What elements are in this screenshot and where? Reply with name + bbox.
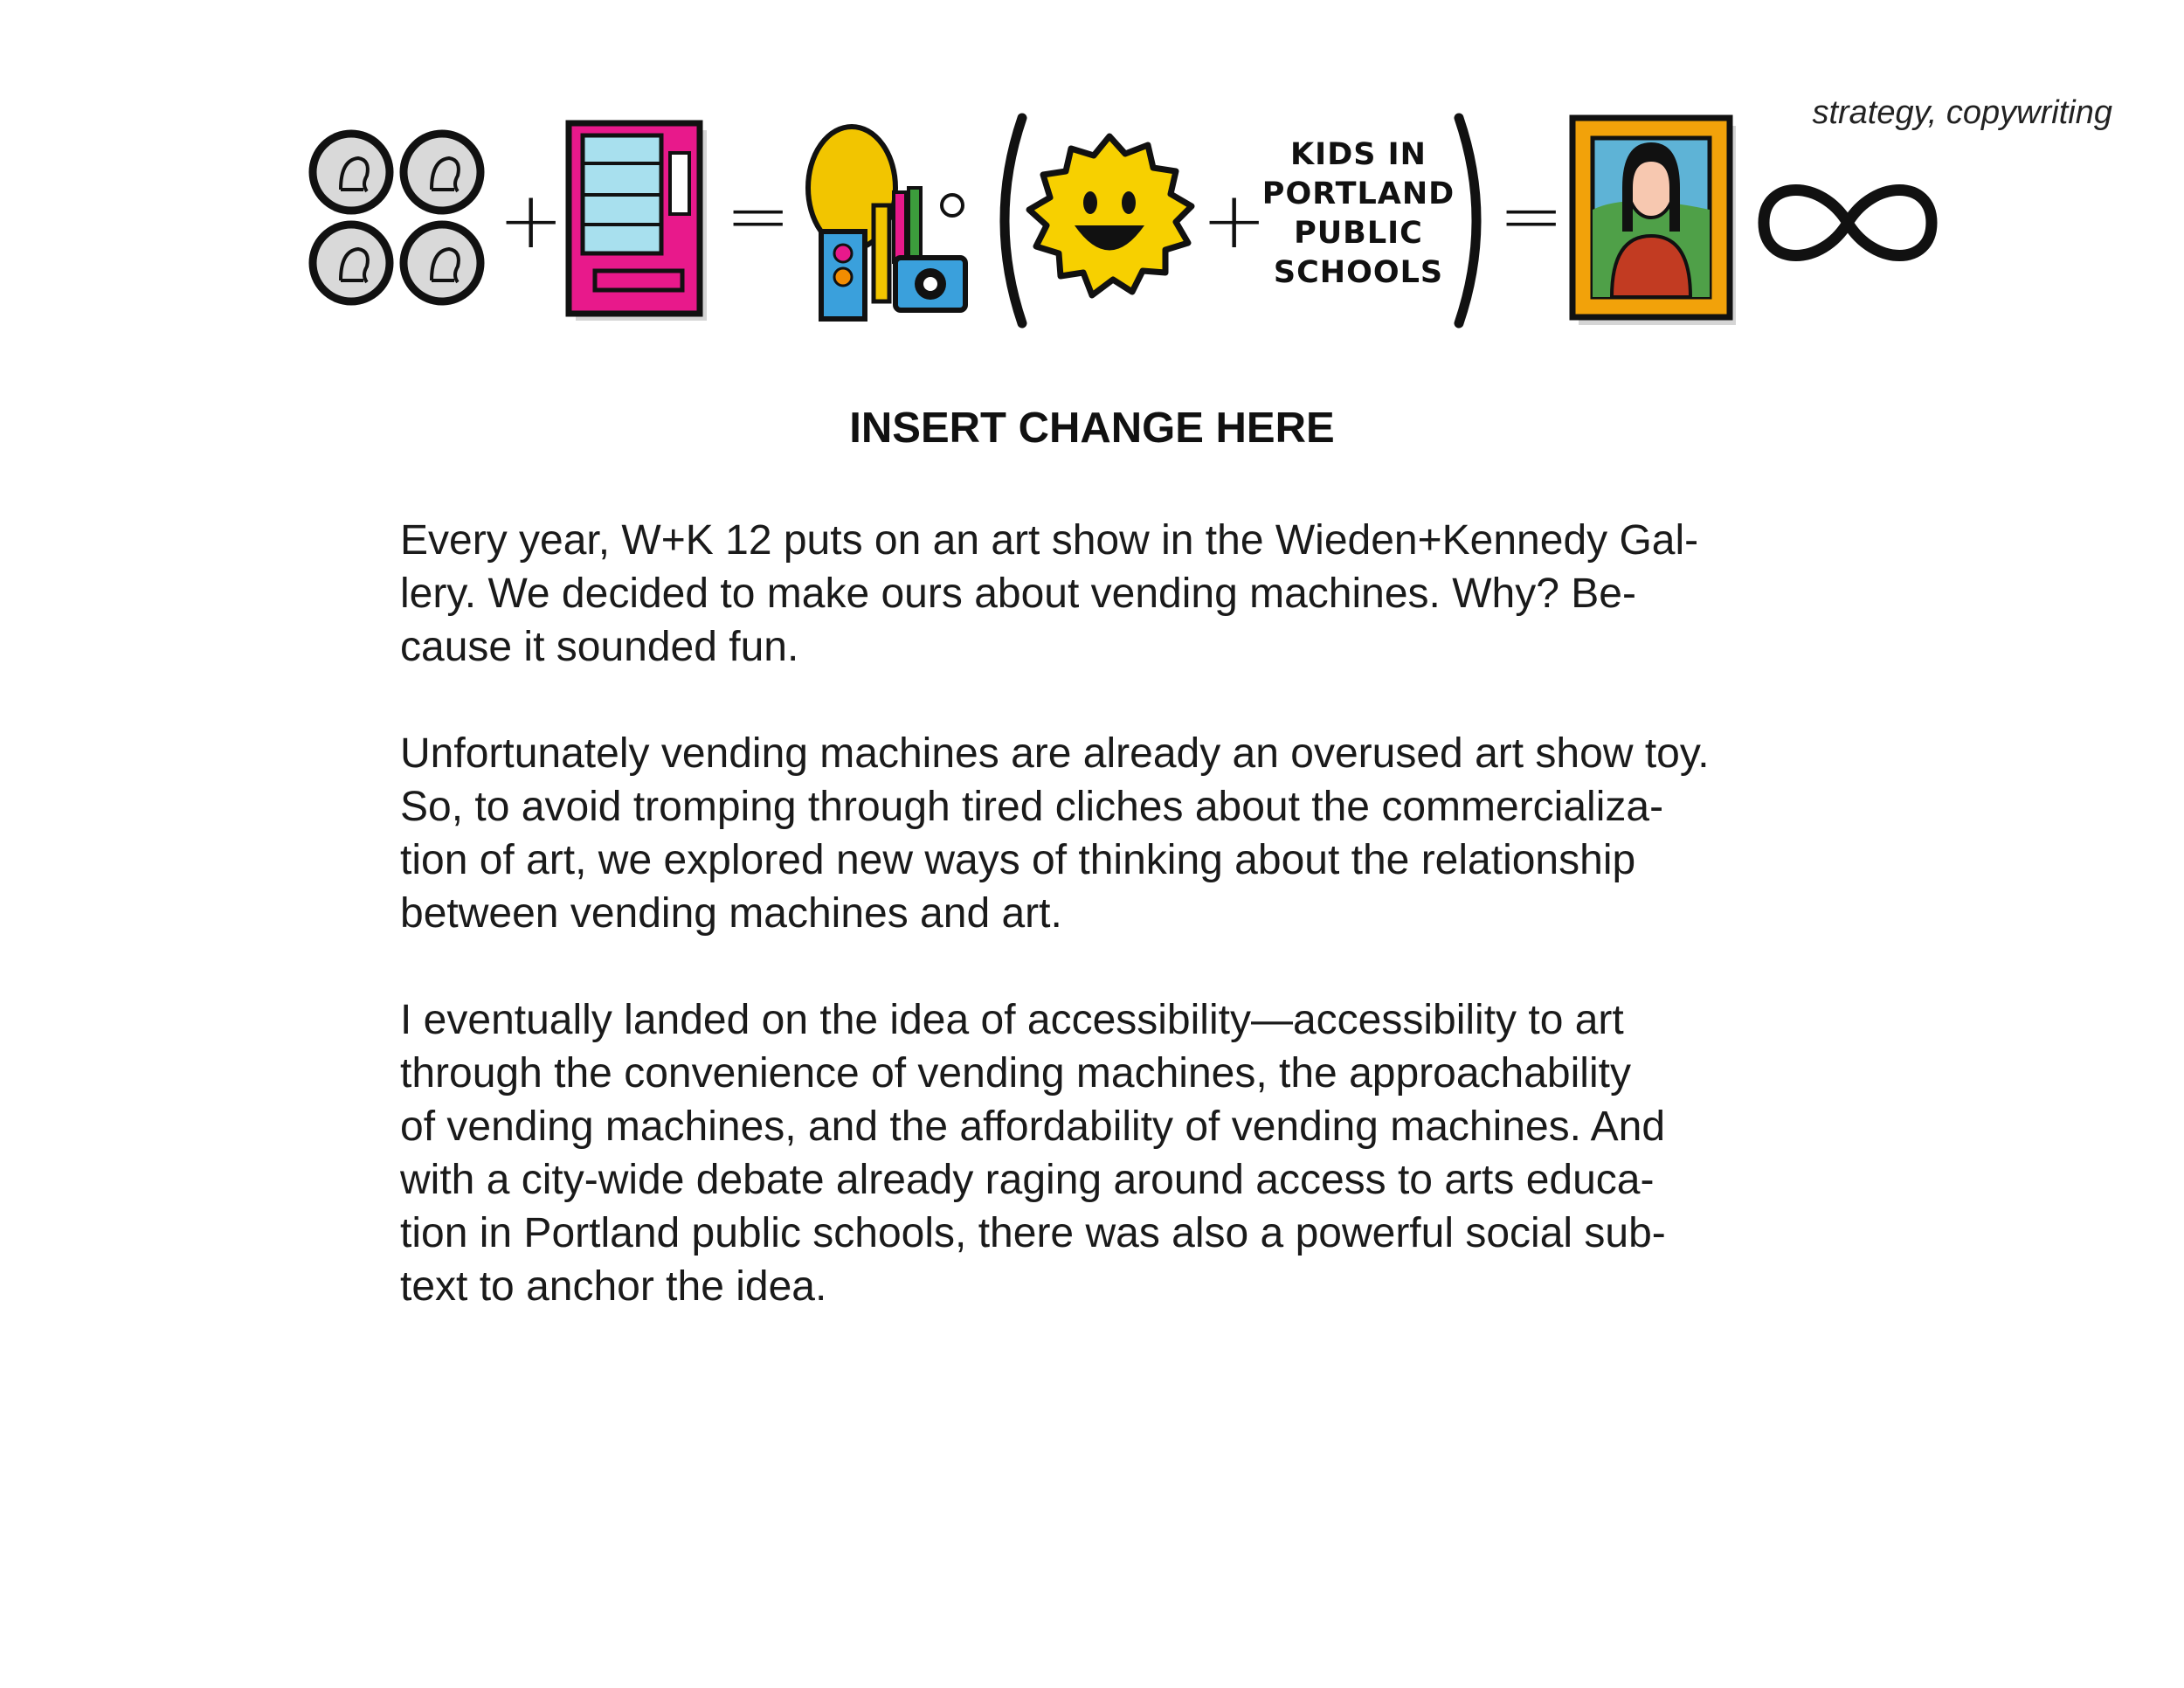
equals-sign: =	[1498, 170, 1565, 262]
kids-label-line: PUBLIC	[1294, 216, 1423, 251]
smiley-sun-icon	[1022, 131, 1197, 306]
coin-icon	[306, 127, 489, 310]
kids-label-line: SCHOOLS	[1273, 255, 1444, 290]
text-line: through the convenience of vending machines, the approachability	[400, 1050, 1631, 1097]
credit-tag: strategy, copywriting	[1812, 94, 2112, 131]
infinity-icon	[1752, 170, 1944, 275]
equals-sign: =	[725, 170, 791, 262]
mona-lisa-icon	[1568, 114, 1743, 328]
section-heading: INSERT CHANGE HERE	[849, 405, 1335, 452]
art-supplies-icon	[791, 109, 978, 332]
text-line: cause it sounded fun.	[400, 624, 799, 670]
kids-label-line: KIDS IN	[1290, 137, 1427, 172]
text-line: Every year, W+K 12 puts on an art show in the Wieden+Kennedy Gal-	[400, 517, 1699, 564]
plus-sign: +	[498, 175, 564, 266]
kids-label-line: PORTLAND	[1261, 176, 1455, 211]
equation-illustration	[306, 109, 1948, 336]
text-line: text to anchor the idea.	[400, 1263, 827, 1310]
paragraph	[400, 514, 1885, 674]
text-line: Unfortunately vending machines are already an overused art show toy.	[400, 730, 1710, 777]
plus-sign: +	[1201, 175, 1268, 266]
text-line: I eventually landed on the idea of accessibility—accessibility to art	[400, 997, 1624, 1043]
right-parenthesis	[1450, 109, 1494, 332]
vending-machine-icon	[563, 118, 716, 328]
text-line: So, to avoid tromping through tired cliches about the commercializa-	[400, 784, 1664, 830]
text-line: tion in Portland public schools, there was also a powerful social sub-	[400, 1210, 1666, 1256]
text-line: with a city-wide debate already raging around access to arts educa-	[400, 1157, 1655, 1203]
text-line: between vending machines and art.	[400, 890, 1062, 937]
text-line: tion of art, we explored new ways of thinking about the relationship	[400, 837, 1636, 883]
kids-in-portland-public-schools-label	[1249, 135, 1468, 293]
paragraph	[400, 727, 1885, 940]
article-body	[400, 514, 1885, 1366]
text-line: of vending machines, and the affordability of vending machines. And	[400, 1103, 1666, 1150]
paragraph	[400, 993, 1885, 1313]
text-line: lery. We decided to make ours about vending machines. Why? Be-	[400, 571, 1636, 617]
